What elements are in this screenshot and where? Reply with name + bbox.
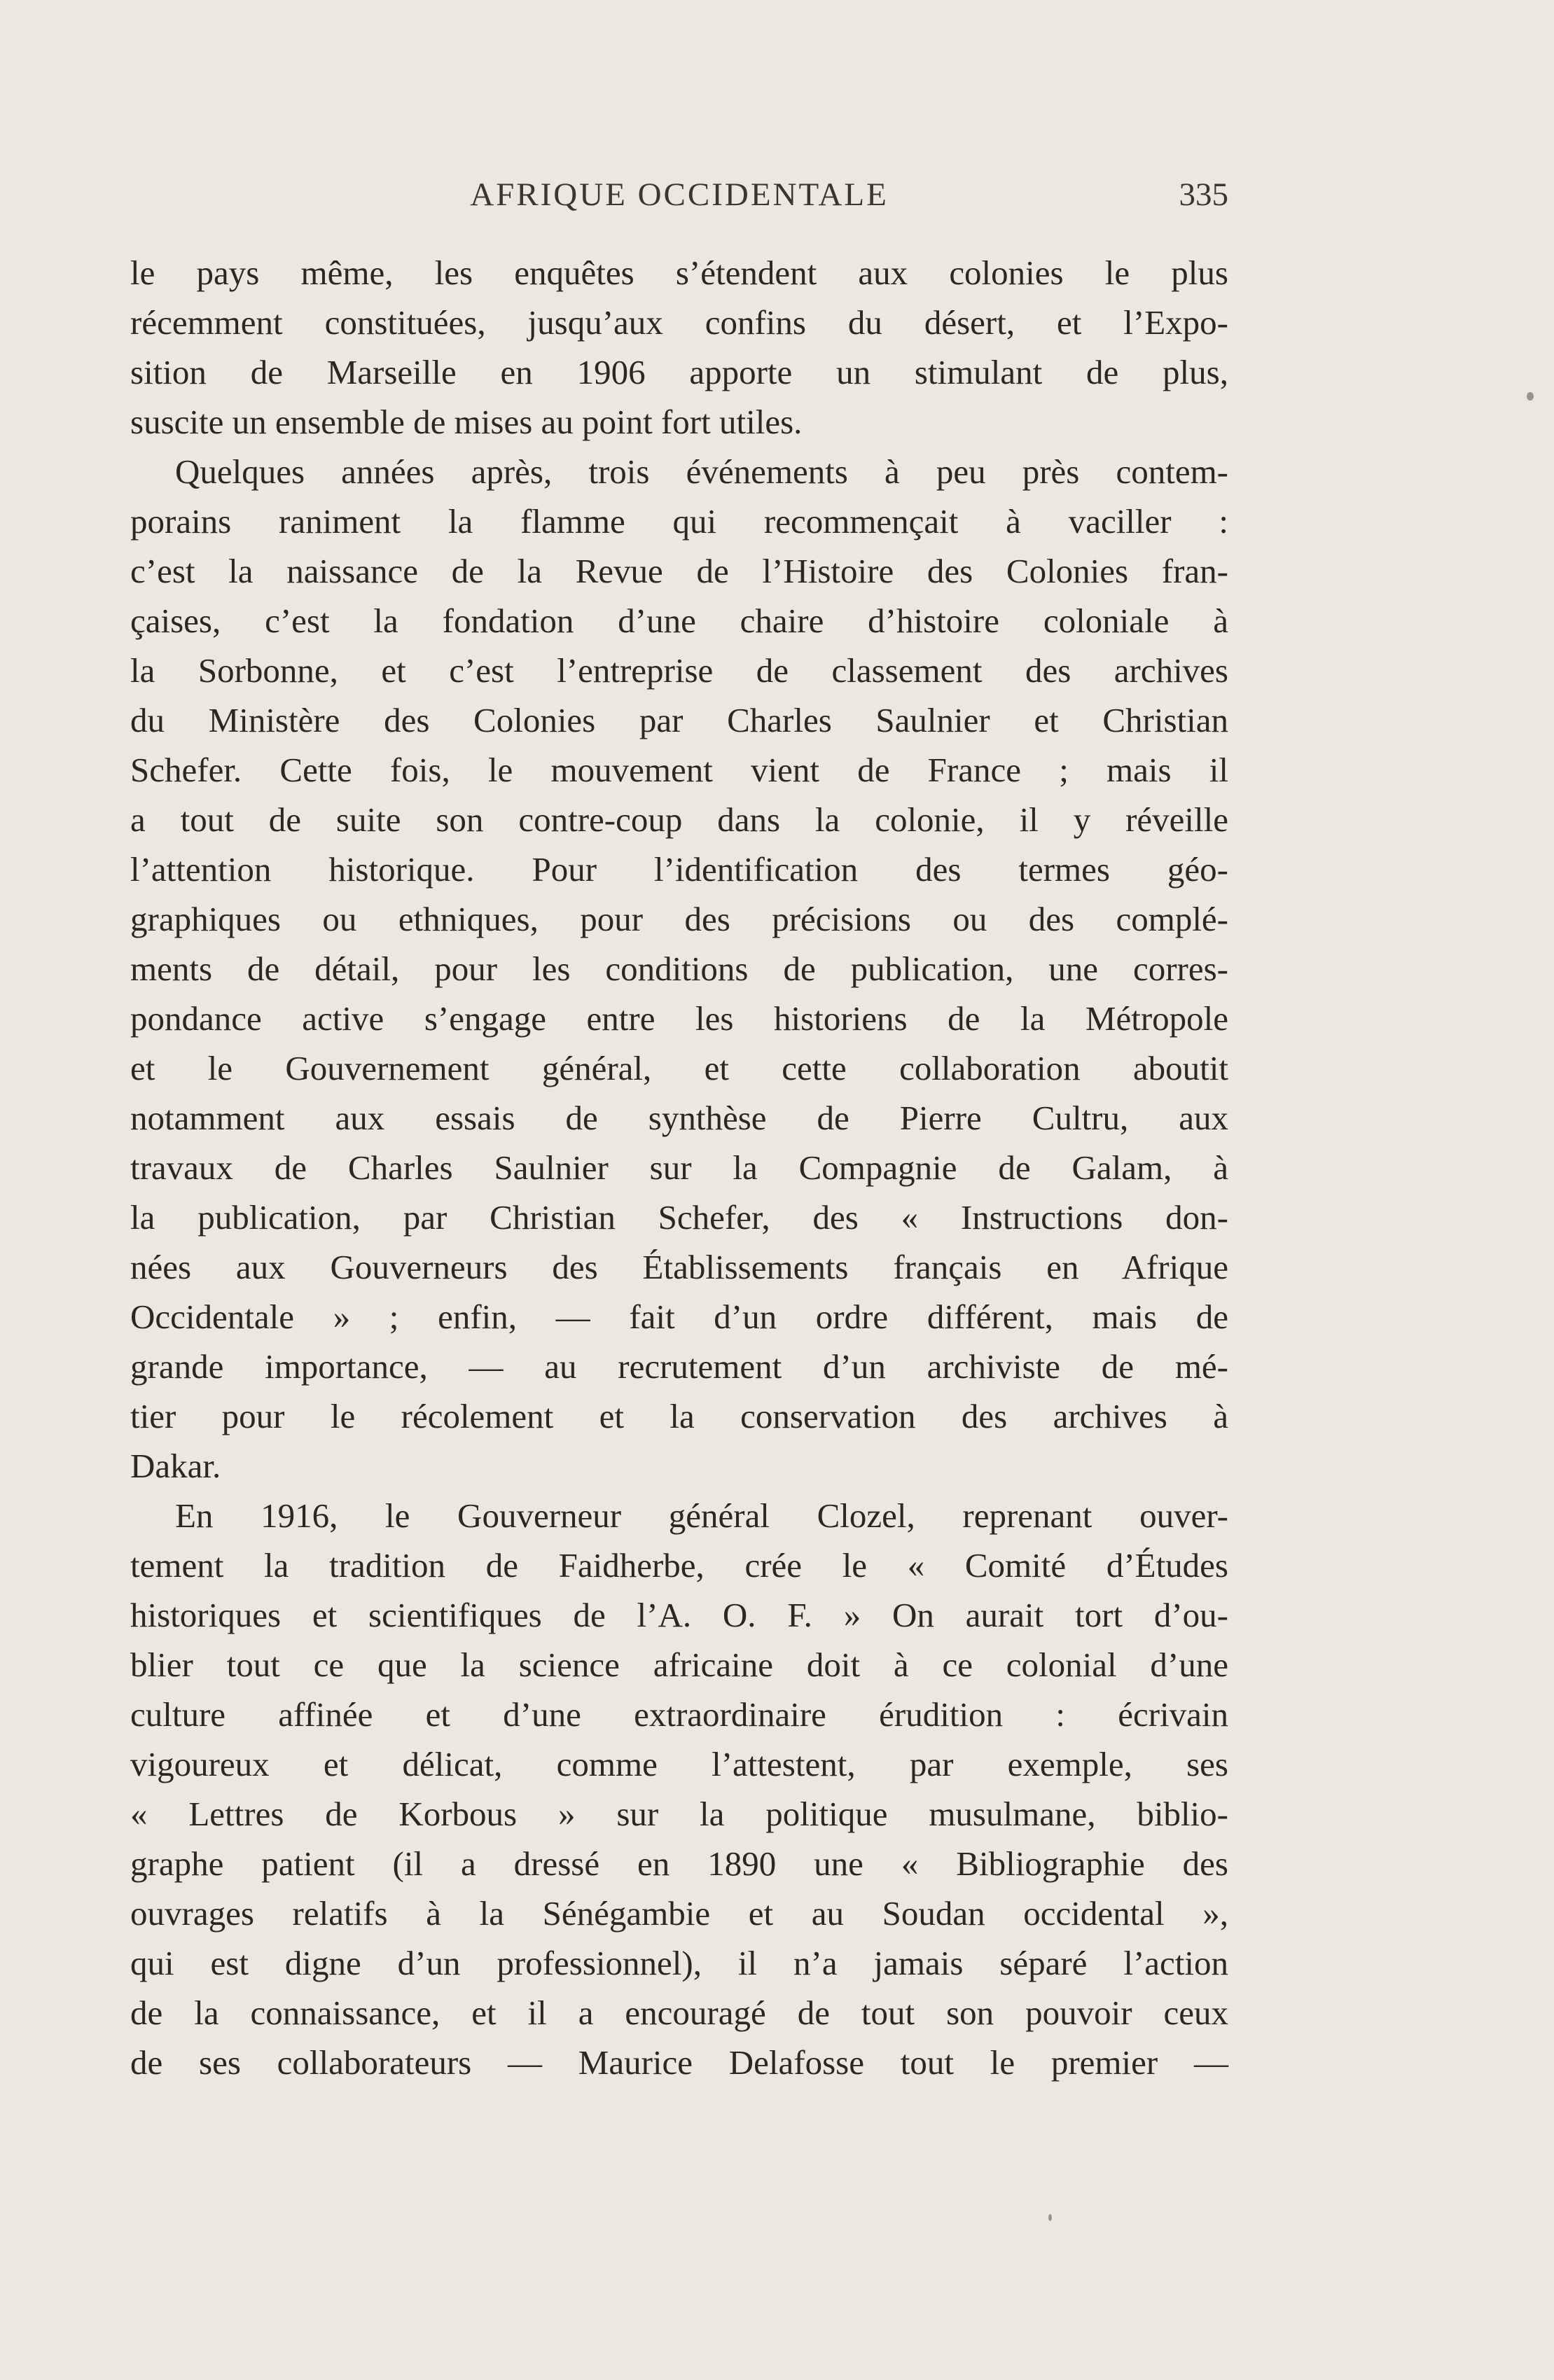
paragraph-start-line: Quelques années après, trois événements à peu près contem- (175, 452, 1228, 491)
text-line: ments de détail, pour les conditions de publication, une corres- (130, 949, 1228, 988)
text-line: graphe patient (il a dressé en 1890 une « Bibliographie des (130, 1844, 1228, 1883)
page-header (130, 172, 1228, 217)
text-line: la publication, par Christian Schefer, des « Instructions don- (130, 1198, 1228, 1237)
text-line: sition de Marseille en 1906 apporte un stimulant de plus, (130, 353, 1228, 391)
text-line: a tout de suite son contre-coup dans la colonie, il y réveille (130, 800, 1228, 839)
text-line: du Ministère des Colonies par Charles Saulnier et Christian (130, 701, 1228, 739)
page-number: 335 (1179, 176, 1228, 213)
running-title: AFRIQUE OCCIDENTALE (470, 176, 889, 213)
text-line: Dakar. (130, 1447, 221, 1485)
text-line: grande importance, — au recrutement d’un archiviste de mé- (130, 1347, 1228, 1386)
paragraph-start-line: En 1916, le Gouverneur général Clozel, reprenant ouver- (175, 1496, 1228, 1535)
text-line: de ses collaborateurs — Maurice Delafosse tout le premier — (130, 2043, 1228, 2082)
text-line: la Sorbonne, et c’est l’entreprise de classement des archives (130, 651, 1228, 690)
text-line: notamment aux essais de synthèse de Pierre Cultru, aux (130, 1099, 1228, 1137)
text-line: nées aux Gouverneurs des Établissements français en Afrique (130, 1248, 1228, 1286)
body-text (130, 248, 1228, 2087)
text-line: graphiques ou ethniques, pour des précisions ou des complé- (130, 900, 1228, 938)
text-line: Schefer. Cette fois, le mouvement vient de France ; mais il (130, 751, 1228, 789)
text-line: travaux de Charles Saulnier sur la Compagnie de Galam, à (130, 1148, 1228, 1187)
text-line: qui est digne d’un professionnel), il n’a jamais séparé l’action (130, 1944, 1228, 1982)
text-line: et le Gouvernement général, et cette collaboration aboutit (130, 1049, 1228, 1087)
text-line: l’attention historique. Pour l’identification des termes géo- (130, 850, 1228, 889)
text-line: historiques et scientifiques de l’A. O. F. » On aurait tort d’ou- (130, 1596, 1228, 1634)
text-line: pondance active s’engage entre les historiens de la Métropole (130, 999, 1228, 1038)
paper-speck (1527, 392, 1534, 401)
text-line: Occidentale » ; enfin, — fait d’un ordre différent, mais de (130, 1297, 1228, 1336)
paper-speck (1048, 2214, 1052, 2221)
text-line: de la connaissance, et il a encouragé de tout son pouvoir ceux (130, 1993, 1228, 2032)
text-line: vigoureux et délicat, comme l’attestent, par exemple, ses (130, 1745, 1228, 1783)
text-line: ouvrages relatifs à la Sénégambie et au Soudan occidental », (130, 1894, 1228, 1933)
text-line: le pays même, les enquêtes s’étendent aux colonies le plus (130, 253, 1228, 292)
text-line: « Lettres de Korbous » sur la politique musulmane, biblio- (130, 1795, 1228, 1833)
text-line: porains raniment la flamme qui recommençait à vaciller : (130, 502, 1228, 541)
text-line: blier tout ce que la science africaine doit à ce colonial d’une (130, 1645, 1228, 1684)
text-line: tier pour le récolement et la conservation des archives à (130, 1397, 1228, 1435)
text-line: suscite un ensemble de mises au point fort utiles. (130, 403, 803, 441)
text-line: récemment constituées, jusqu’aux confins du désert, et l’Expo- (130, 303, 1228, 342)
text-line: c’est la naissance de la Revue de l’Histoire des Colonies fran- (130, 552, 1228, 590)
text-line: tement la tradition de Faidherbe, crée le « Comité d’Études (130, 1546, 1228, 1585)
text-line: culture affinée et d’une extraordinaire érudition : écrivain (130, 1695, 1228, 1734)
text-line: çaises, c’est la fondation d’une chaire d’histoire coloniale à (130, 601, 1228, 640)
